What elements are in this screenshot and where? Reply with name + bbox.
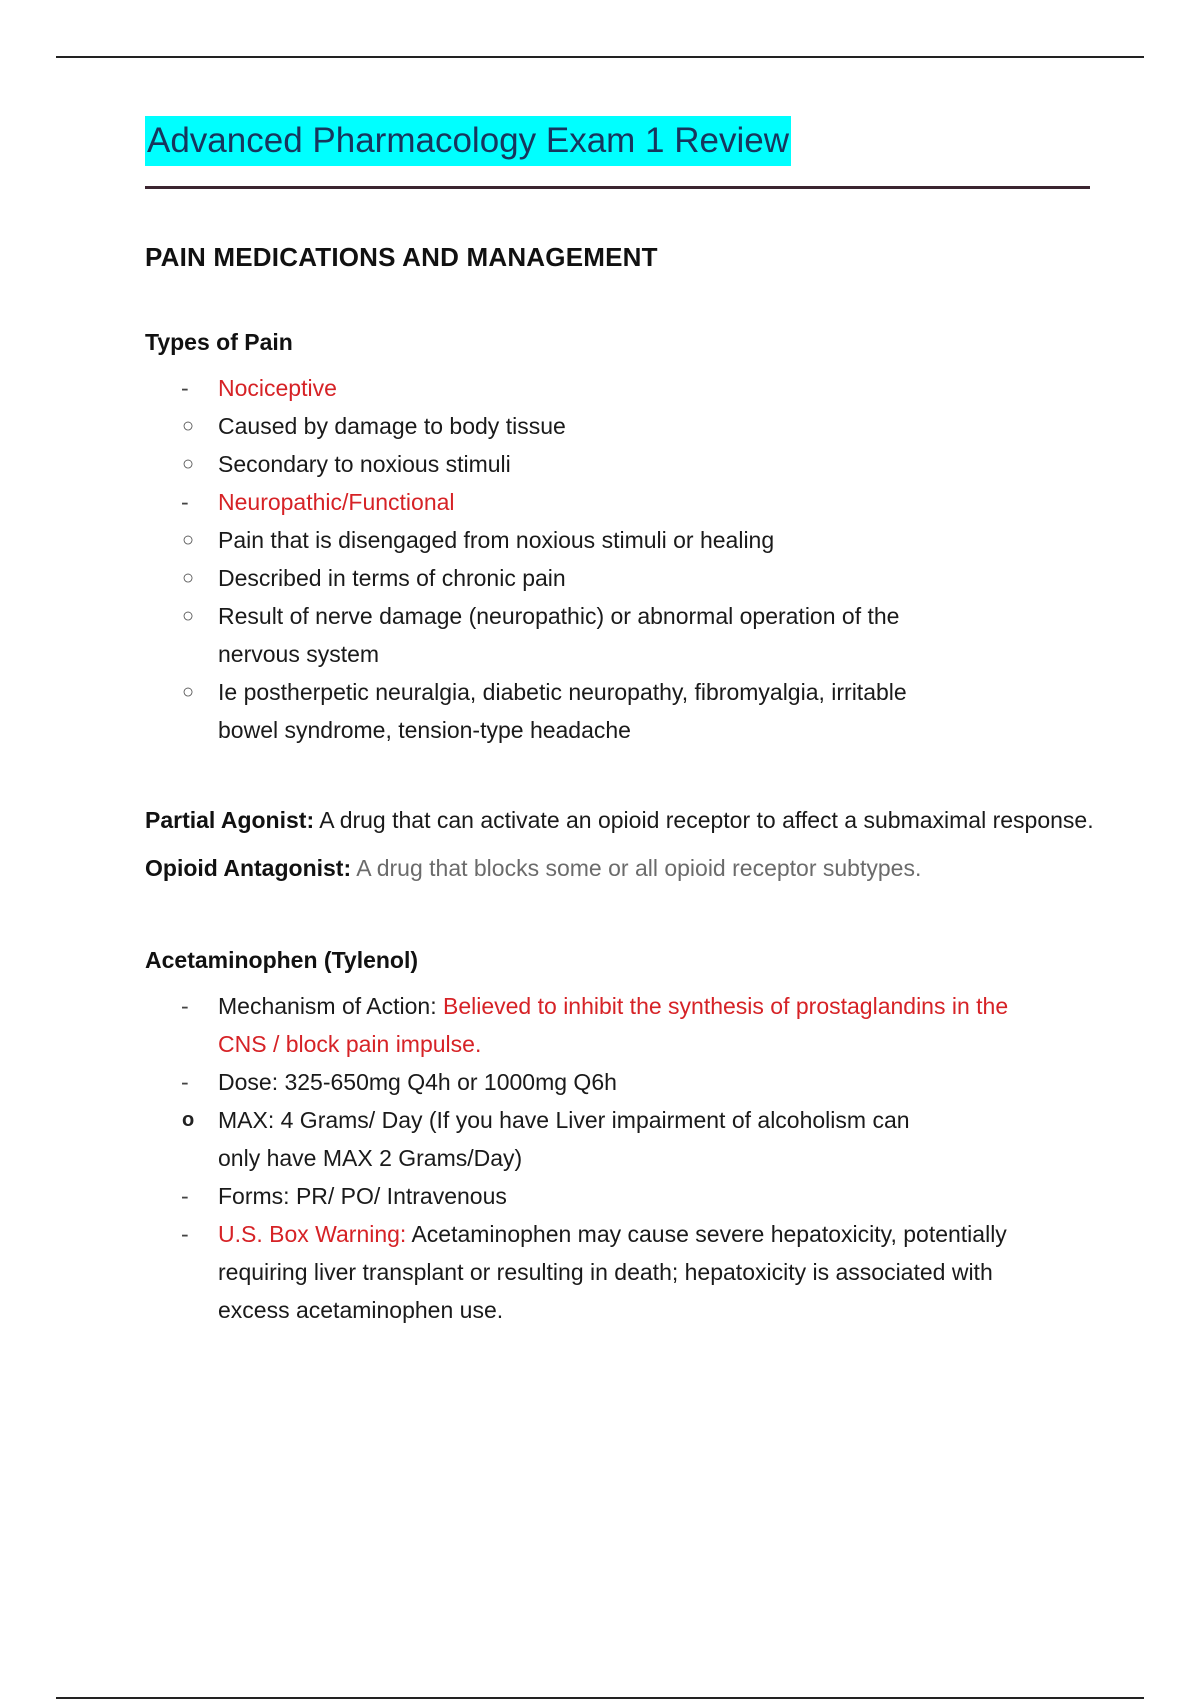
- list-item: [182, 559, 958, 597]
- mechanism-text: Believed to inhibit the synthesis of prostaglandins in the CNS / block pain impulse.: [218, 993, 1009, 1057]
- acetaminophen-list: [145, 987, 1090, 1329]
- list-item: [182, 521, 958, 559]
- neuropathic-label: Neuropathic/Functional: [218, 489, 455, 515]
- circle-bullet-icon: ○: [182, 529, 195, 551]
- list-item: [182, 1101, 958, 1177]
- list-item: [182, 597, 958, 673]
- page-top-rule: [56, 56, 1144, 58]
- acetaminophen-heading: Acetaminophen (Tylenol): [145, 947, 419, 973]
- dose-sublist: [182, 1101, 1090, 1177]
- sublist-text: Secondary to noxious stimuli: [218, 451, 511, 477]
- dose-text: Dose: 325-650mg Q4h or 1000mg Q6h: [218, 1069, 617, 1095]
- page-bottom-rule: [56, 1697, 1144, 1699]
- opioid-antagonist-text: A drug that blocks some or all opioid receptor subtypes.: [351, 855, 922, 881]
- circle-bullet-icon: ○: [182, 415, 195, 437]
- title-underline: [145, 186, 1090, 189]
- dash-bullet-icon: -: [181, 375, 189, 401]
- list-item-mechanism: [145, 987, 1090, 1063]
- sublist-text: Described in terms of chronic pain: [218, 565, 566, 591]
- box-warning-wrapper: [218, 1215, 1018, 1329]
- bold-circle-bullet-icon: o: [182, 1109, 195, 1131]
- dash-bullet-icon: -: [181, 993, 189, 1019]
- neuropathic-sublist: [182, 521, 1090, 749]
- document-title: Advanced Pharmacology Exam 1 Review: [145, 116, 791, 166]
- list-item-nociceptive: [145, 369, 1090, 483]
- opioid-antagonist-definition: [145, 849, 1095, 887]
- types-of-pain-heading: Types of Pain: [145, 329, 293, 355]
- list-item: [182, 673, 958, 749]
- list-item-dose: [145, 1063, 1090, 1177]
- partial-agonist-text: A drug that can activate an opioid receptor to affect a submaximal response.: [314, 807, 1094, 833]
- opioid-antagonist-term: Opioid Antagonist:: [145, 855, 352, 881]
- box-warning-label: U.S. Box Warning:: [218, 1221, 407, 1247]
- circle-bullet-icon: ○: [182, 681, 195, 703]
- nociceptive-sublist: [182, 407, 1090, 483]
- forms-text: Forms: PR/ PO/ Intravenous: [218, 1183, 507, 1209]
- dash-bullet-icon: -: [181, 489, 189, 515]
- nociceptive-label: Nociceptive: [218, 375, 337, 401]
- section-heading-pain: PAIN MEDICATIONS AND MANAGEMENT: [145, 242, 658, 272]
- dash-bullet-icon: -: [181, 1221, 189, 1247]
- sublist-text: Pain that is disengaged from noxious stimuli or healing: [218, 527, 775, 553]
- partial-agonist-term: Partial Agonist:: [145, 807, 315, 833]
- sublist-text: Ie postherpetic neuralgia, diabetic neuropathy, fibromyalgia, irritable bowel syndrome, tension-type headache: [218, 679, 907, 743]
- list-item: [182, 445, 958, 483]
- list-item-neuropathic: [145, 483, 1090, 749]
- mechanism-label: Mechanism of Action:: [218, 993, 443, 1019]
- circle-bullet-icon: ○: [182, 453, 195, 475]
- types-of-pain-list: [145, 369, 1090, 749]
- list-item: [182, 407, 958, 445]
- mechanism-wrapper: [218, 987, 1018, 1063]
- sublist-text: Result of nerve damage (neuropathic) or abnormal operation of the nervous system: [218, 603, 900, 667]
- max-dose-text: MAX: 4 Grams/ Day (If you have Liver impairment of alcoholism can only have MAX 2 Grams/Day): [218, 1107, 910, 1171]
- list-item-box-warning: [145, 1215, 1090, 1329]
- list-item-forms: [145, 1177, 1090, 1215]
- box-warning-text: Acetaminophen may cause severe hepatoxicity, potentially requiring liver transplant or resulting in death; hepatoxicity is associated with excess acetaminophen use.: [218, 1221, 1007, 1323]
- circle-bullet-icon: ○: [182, 567, 195, 589]
- dash-bullet-icon: -: [181, 1183, 189, 1209]
- circle-bullet-icon: ○: [182, 605, 195, 627]
- sublist-text: Caused by damage to body tissue: [218, 413, 566, 439]
- partial-agonist-definition: [145, 801, 1095, 839]
- document-page: [145, 116, 1094, 1329]
- dash-bullet-icon: -: [181, 1069, 189, 1095]
